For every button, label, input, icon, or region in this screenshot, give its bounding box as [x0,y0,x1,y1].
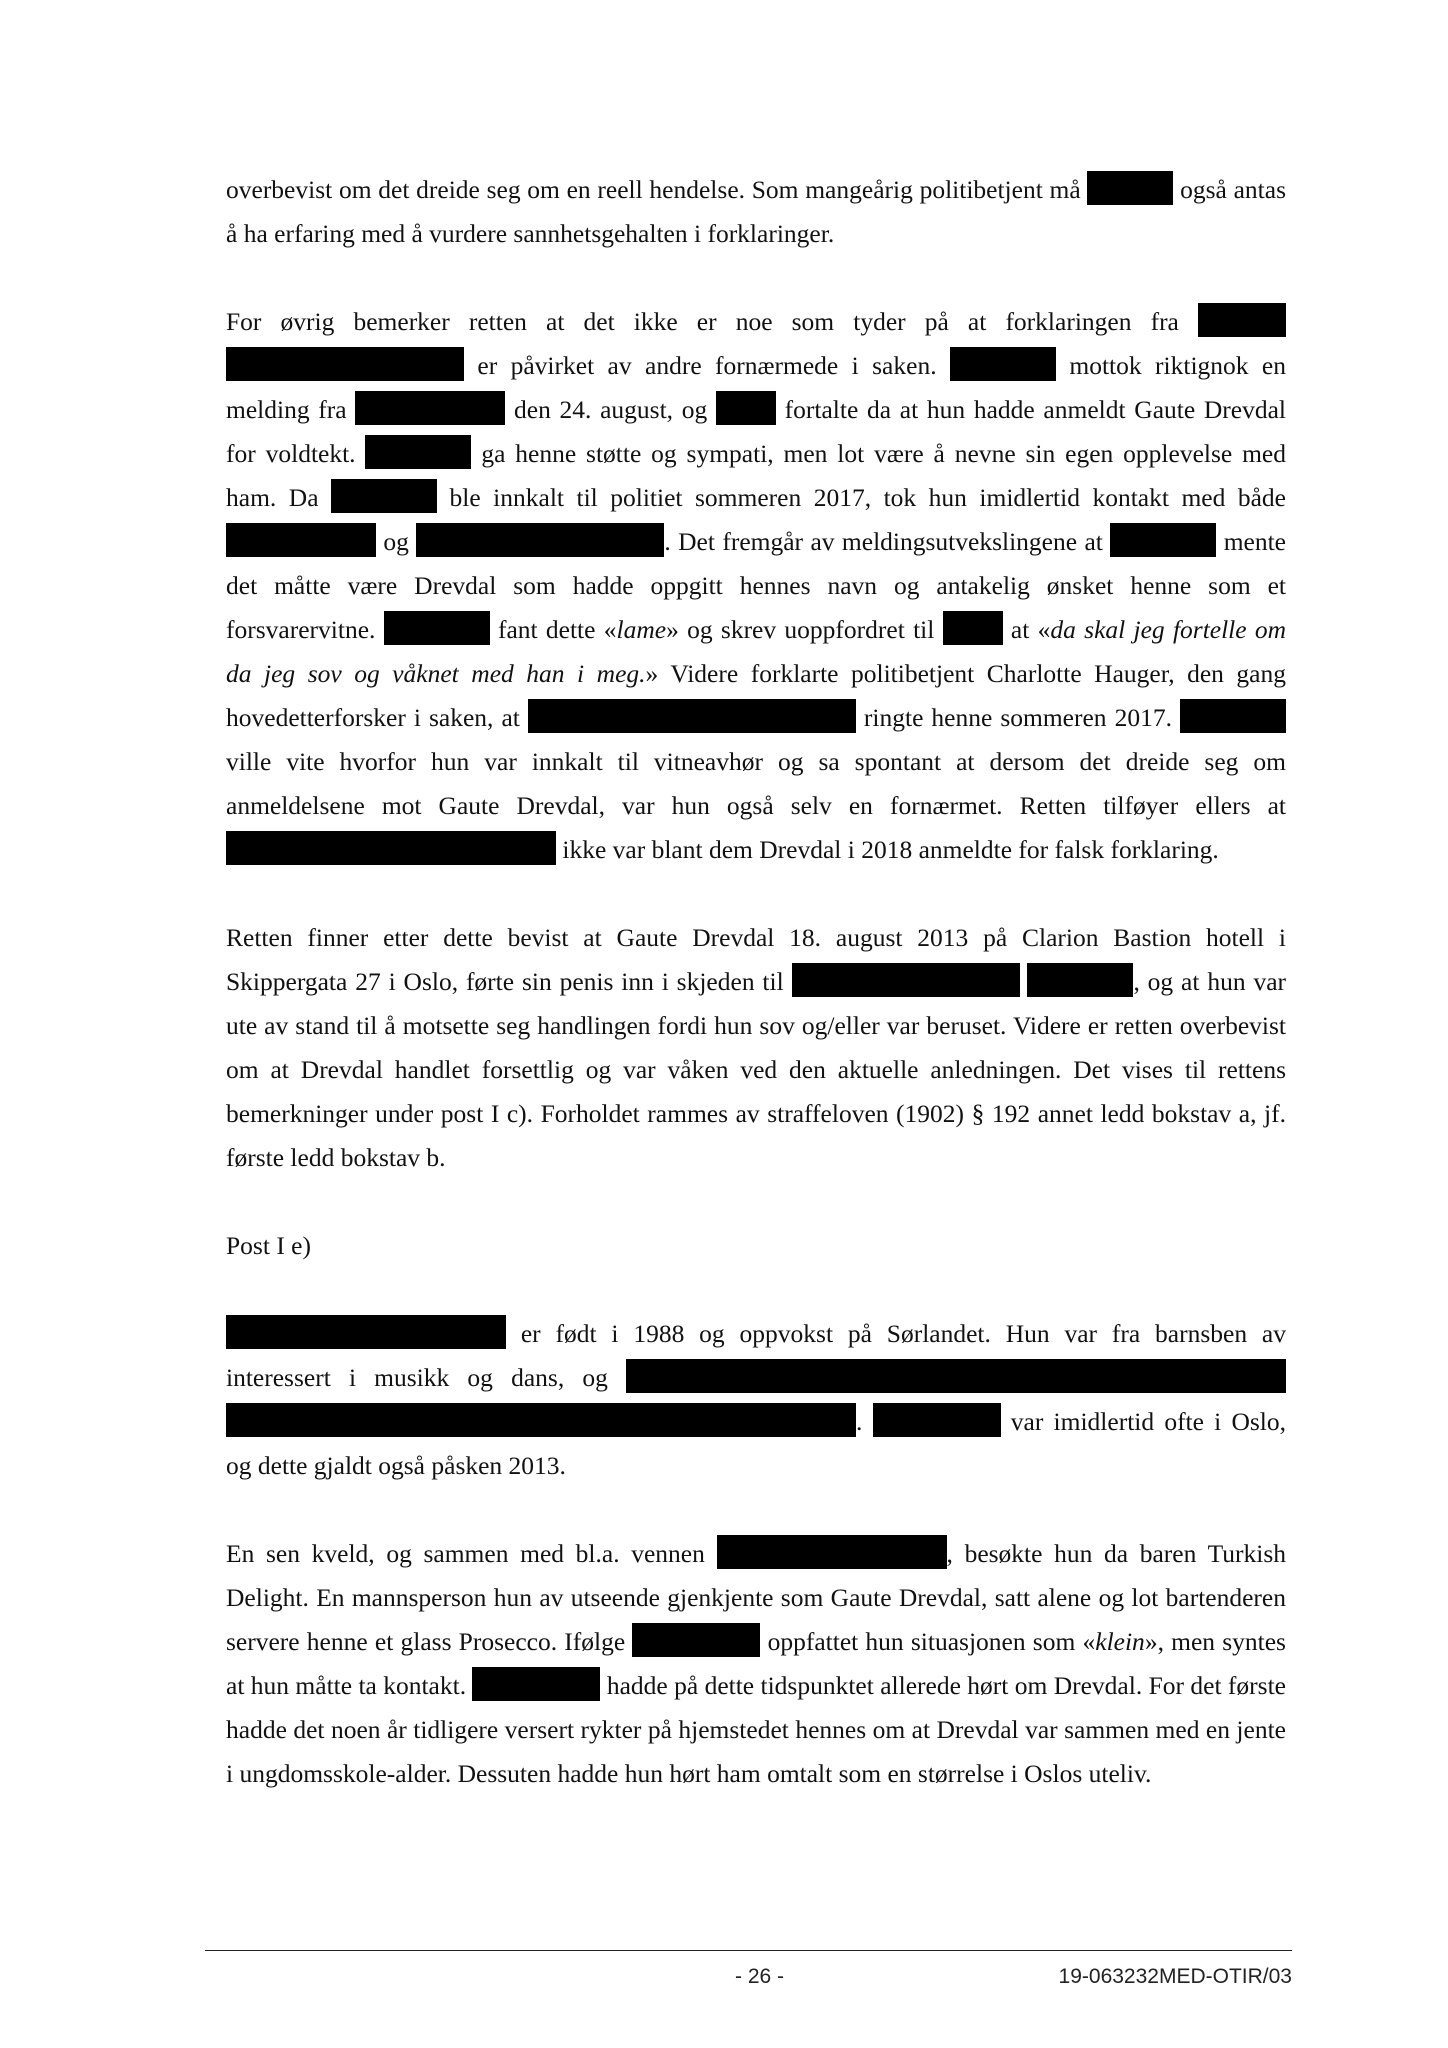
redaction-box [472,1667,600,1701]
page-footer [205,1965,1292,1995]
document-body [226,168,1286,1840]
text-run: mottok riktignok en melding fra [226,351,1286,424]
page-number: - 26 - [735,1965,785,1988]
text-run: hadde på dette tidspunktet allerede hørt om Drevdal. For det første hadde det noen år tidligere versert rykter på hjemstedet hennes om at Drevdal var sammen med en jente i ungdomsskole-alder. Dessuten hadde hun hørt ham omtalt som en størrelse i Oslos uteliv. [226,1671,1286,1788]
text-run: fortalte da at hun hadde anmeldt Gaute Drevdal for voldtekt. [226,395,1286,468]
text-run: For øvrig bemerker retten at det ikke er noe som tyder på at forklaringen fra [226,307,1198,336]
text-run: Post I e) [226,1231,311,1260]
text-run: En sen kveld, og sammen med bl.a. vennen [226,1539,717,1568]
redaction-box [331,479,437,513]
text-run: var imidlertid ofte i Oslo, og dette gjaldt også påsken 2013. [226,1407,1286,1480]
text-run: » Videre forklarte politibetjent Charlotte Hauger, den gang hovedetterforsker i saken, at [226,659,1286,732]
redaction-box [226,1403,856,1437]
paragraph [226,300,1286,872]
text-run: at « [1002,615,1051,644]
text-run: ringte henne sommeren 2017. [855,703,1180,732]
text-run [1020,967,1028,996]
redaction-box [1087,171,1173,205]
text-run: mente det måtte være Drevdal som hadde oppgitt hennes navn og antakelig ønsket henne som et forsvarervitne. [226,527,1286,644]
text-run: ble innkalt til politiet sommeren 2017, tok hun imidlertid kontakt med både [437,483,1286,512]
redaction-box [950,347,1056,381]
italic-quote: lame [616,615,667,644]
redaction-box [632,1623,760,1657]
text-run: , besøkte hun da baren Turkish Delight. En mannsperson hun av utseende gjenkjente som Gaute Drevdal, satt alene og lot bartenderen servere henne et glass Prosecco. Ifølge [226,1539,1286,1656]
text-run: og [376,527,417,556]
text-run: oppfattet hun situasjonen som « [760,1627,1096,1656]
text-run: overbevist om det dreide seg om en reell hendelse. Som mangeårig politibetjent må [226,175,1088,204]
text-run: ga henne støtte og sympati, men lot være å nevne sin egen opplevelse med ham. Da [226,439,1286,512]
redaction-box [528,699,856,733]
text-run: ikke var blant dem Drevdal i 2018 anmeldte for falsk forklaring. [556,835,1219,864]
redaction-box [226,523,376,557]
italic-quote: da skal jeg fortelle om da jeg sov og våknet med han i meg. [226,615,1287,688]
redaction-box [416,523,664,557]
case-reference: 19-063232MED-OTIR/03 [1058,1965,1292,1988]
redaction-box [1027,963,1133,997]
redaction-box [355,391,505,425]
text-run: ville vite hvorfor hun var innkalt til vitneavhør og sa spontant at dersom det dreide seg om anmeldelsene mot Gaute Drevdal, var hun også selv en fornærmet. Retten tilføyer ellers at [226,747,1286,820]
redaction-box [717,1535,947,1569]
redaction-box [226,1315,506,1349]
paragraph [226,916,1286,1180]
redaction-box [1180,699,1286,733]
redaction-box [226,347,464,381]
footer-divider [205,1950,1292,1951]
redaction-box [1198,303,1286,337]
redaction-box [792,963,1020,997]
text-run: . [856,1407,873,1436]
text-run: . Det fremgår av meldingsutvekslingene at [664,527,1111,556]
text-run: fant dette « [489,615,617,644]
text-run: den 24. august, og [505,395,716,424]
redaction-box [943,611,1003,645]
text-run: er født i 1988 og oppvokst på Sørlandet. Hun var fra barnsben av interessert i musikk og dans, og [226,1319,1286,1392]
text-run: Retten finner etter dette bevist at Gaute Drevdal 18. august 2013 på Clarion Bastion hotell i Skippergata 27 i Oslo, førte sin penis inn i skjeden til [226,923,1286,996]
redaction-box [1110,523,1216,557]
text-run: », men syntes at hun måtte ta kontakt. [226,1627,1286,1700]
redaction-box [384,611,490,645]
italic-quote: klein [1095,1627,1145,1656]
paragraph [226,1312,1286,1488]
section-heading [226,1224,1286,1268]
text-run: også antas å ha erfaring med å vurdere sannhetsgehalten i forklaringer. [226,175,1286,248]
paragraph [226,168,1286,256]
text-run: » og skrev uoppfordret til [666,615,943,644]
redaction-box [873,1403,1001,1437]
redaction-box [716,391,776,425]
paragraph [226,1532,1286,1796]
text-run: , og at hun var ute av stand til å motsette seg handlingen fordi hun sov og/eller var beruset. Videre er retten overbevist om at Drevdal handlet forsettlig og var våken ved den aktuelle anledningen. Det vises til rettens bemerkninger under post I c). Forholdet rammes av straffeloven (1902) § 192 annet ledd bokstav a, jf. første ledd bokstav b. [226,967,1286,1172]
redaction-box [365,435,471,469]
redaction-box [226,831,556,865]
redaction-box [626,1359,1286,1393]
text-run: er påvirket av andre fornærmede i saken. [464,351,950,380]
